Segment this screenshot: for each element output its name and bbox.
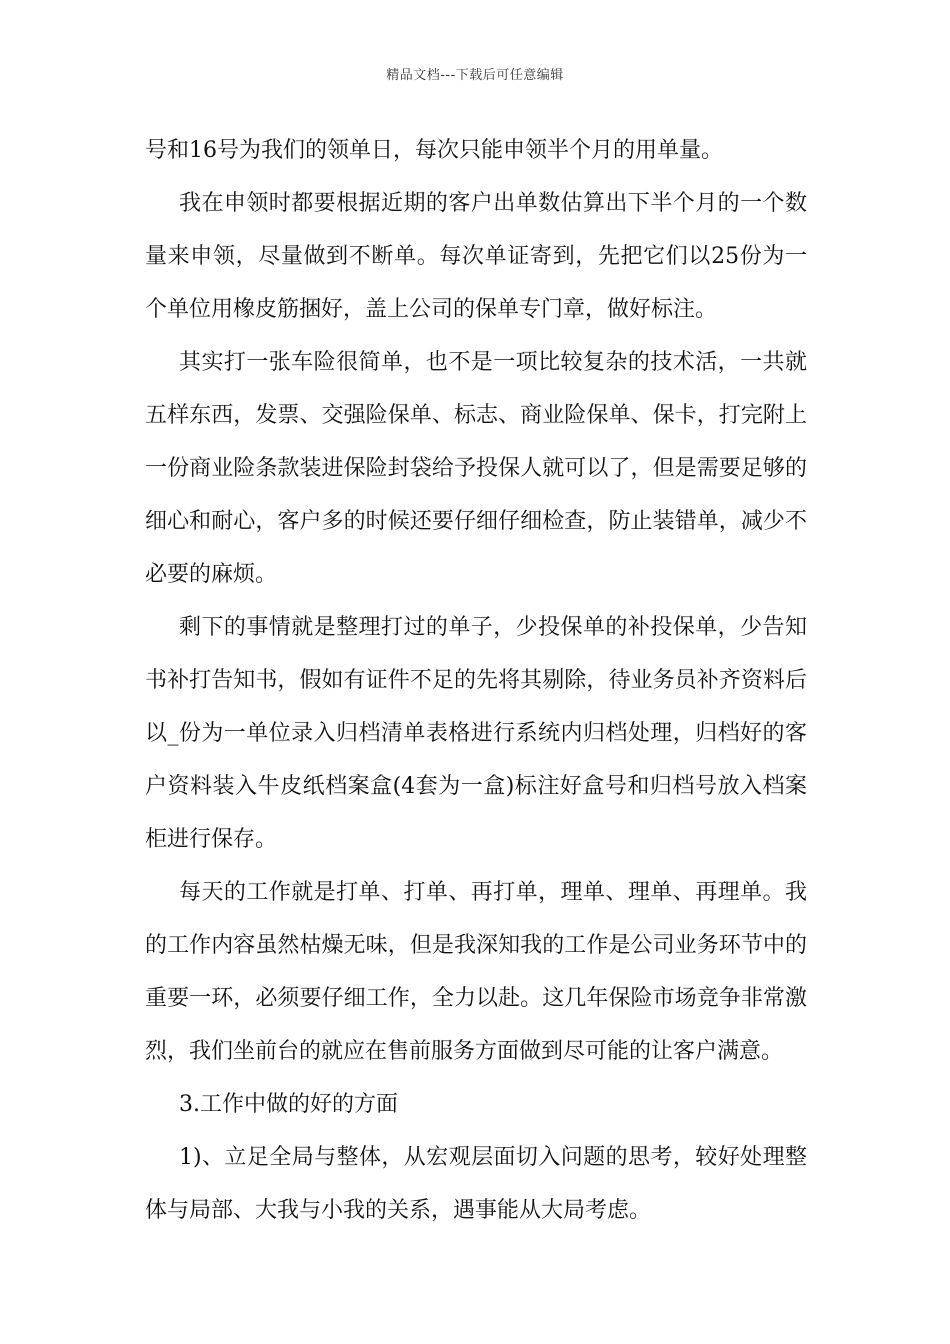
document-body [145,124,807,1237]
paragraph-apply-forms: 我在申领时都要根据近期的客户出单数估算出下半个月的一个数量来申领，尽量做到不断单。每次单证寄到，先把它们以25份为一个单位用橡皮筋捆好，盖上公司的保单专门章，做好标注。 [145,191,807,322]
section-heading: 3.工作中做的好的方面 [179,1092,398,1117]
paragraph-print-policy: 其实打一张车险很简单，也不是一项比较复杂的技术活，一共就五样东西，发票、交强险保单、标志、商业险保单、保卡，打完附上一份商业险条款装进保险封袋给予投保人就可以了，但是需要足够的细心和耐心，客户多的时候还要仔细仔细检查，防止装错单，减少不必要的麻烦。 [145,350,807,587]
paragraph-archive: 剩下的事情就是整理打过的单子，少投保单的补投保单，少告知书补打告知书，假如有证件不足的先将其剔除，待业务员补齐资料后以_份为一单位录入归档清单表格进行系统内归档处理，归档好的客户资料装入牛皮纸档案盒(4套为一盒)标注好盒号和归档号放入档案柜进行保存。 [145,615,807,852]
paragraph-daily-work: 每天的工作就是打单、打单、再打单，理单、理单、再理单。我的工作内容虽然枯燥无味，但是我深知我的工作是公司业务环节中的重要一环，必须要仔细工作，全力以赴。这几年保险市场竞争非常激烈，我们坐前台的就应在售前服务方面做到尽可能的让客户满意。 [145,880,807,1064]
paragraph-continued: 号和16号为我们的领单日，每次只能申领半个月的用单量。 [145,138,723,163]
page-header: 精品文档---下载后可任意编辑 [386,68,564,83]
paragraph-strength-1: 1)、立足全局与整体，从宏观层面切入问题的思考，较好处理整体与局部、大我与小我的关系，遇事能从大局考虑。 [145,1145,807,1223]
